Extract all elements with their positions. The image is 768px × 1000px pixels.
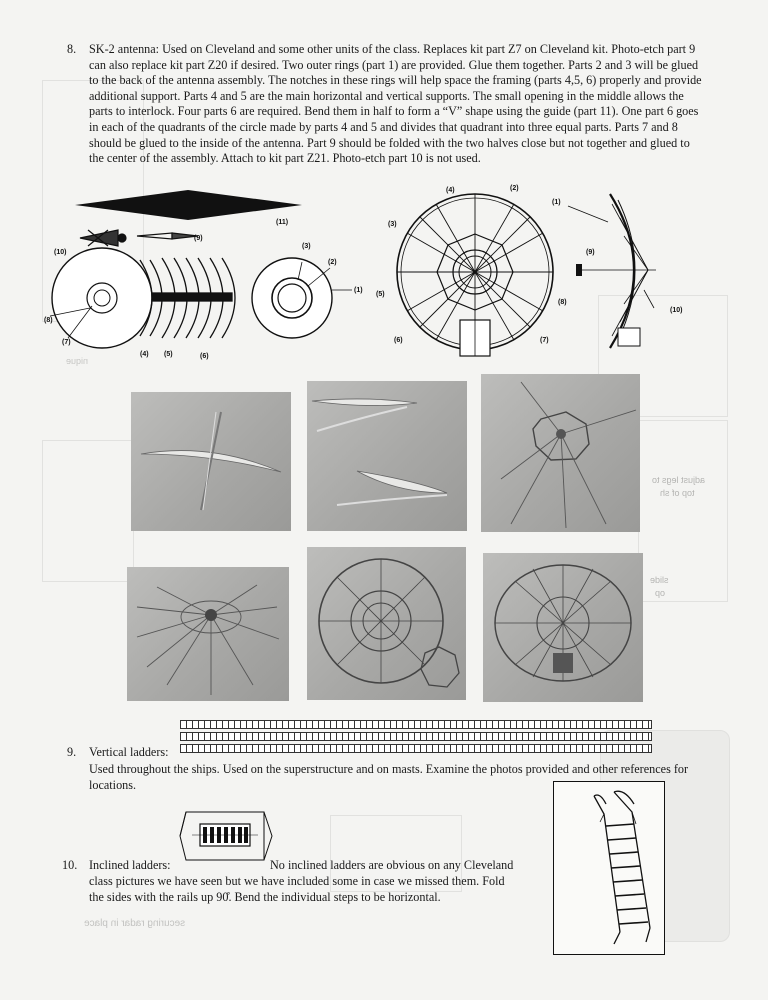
part-label: (9) (194, 235, 203, 242)
text-line: Used throughout the ships. Used on the superstructure and on masts. Examine the photos provided and other references for (89, 762, 689, 776)
part-label: (8) (44, 317, 53, 324)
inclined-ladder-illustration (553, 781, 665, 955)
text-line: to the back of the antenna assembly. The notches in these rings will help space the framing (parts 4,5, 6) properly and provide (89, 73, 702, 88)
part-9-piece (137, 233, 198, 239)
ring-part-1 (252, 258, 332, 338)
part-label: (11) (276, 219, 289, 226)
item-10-first-line: No inclined ladders are obvious on any Cleveland (270, 858, 514, 872)
ghost-text: nique (66, 356, 89, 366)
part-label: (1) (354, 287, 363, 294)
text-line: parts to interlock. Four parts 6 are required. Bend them in half to form a “V” shape using the guide (part 11). One part 6 goes (89, 104, 699, 119)
part-label: (6) (394, 337, 403, 344)
part-label: (4) (140, 351, 149, 358)
photo-content (307, 381, 467, 531)
photo-content (127, 567, 289, 701)
vertical-ladder-part (180, 744, 652, 753)
ghost-text: adjust legs to (652, 475, 706, 485)
text-line: the sides with the rails up 90̊. Bend the individual steps to be horizontal. (89, 889, 441, 904)
assembly-photo-6 (483, 553, 643, 702)
part-label: (4) (446, 187, 455, 194)
text-line: should be glued to the inside of the antenna. Part 9 should be folded with the two halves close but not together and glued to (89, 135, 690, 150)
ghost-text: slide (650, 575, 669, 585)
ladder-drawing (554, 782, 664, 954)
item-10-text (89, 874, 549, 905)
assembly-photo-3 (481, 374, 640, 532)
item-8-text (89, 42, 739, 167)
text-line: additional support. Parts 4 and 5 are the main horizontal and vertical supports. The small opening in the middle allows the (89, 88, 684, 103)
ghost-text: op (655, 588, 666, 598)
inclined-ladder-part (178, 806, 273, 866)
fold-guide-part (75, 190, 302, 220)
photo-etch-fret-diagram (40, 180, 370, 370)
part-label: (5) (164, 351, 173, 358)
antenna-side-view (548, 190, 698, 360)
antenna-front-view (372, 180, 577, 360)
item-number: 10. (62, 858, 78, 872)
part-label: (7) (62, 339, 71, 346)
assembly-photo-1 (131, 392, 291, 531)
part-label: (9) (586, 249, 595, 256)
assembly-photo-4 (127, 567, 289, 701)
part-label: (1) (552, 199, 561, 206)
text-line: the center of the assembly. Attach to kit part Z21. Photo-etch part 10 is not used. (89, 151, 481, 166)
item-9-title: Vertical ladders: (89, 745, 169, 759)
item-number: 8. (67, 42, 77, 56)
part-10-piece (80, 230, 126, 246)
item-number: 9. (67, 745, 77, 759)
text-line: in each of the quadrants of the circle made by parts 4 and 5 and divides that quadrant into three equal parts. Parts 7 and 8 (89, 119, 678, 134)
part-label: (10) (54, 249, 67, 256)
ghost-text: securing radar in place (84, 918, 186, 929)
assembly-photo-5 (307, 547, 466, 700)
part-label: (2) (328, 259, 337, 266)
part-label: (7) (540, 337, 549, 344)
ghost-box (42, 440, 134, 582)
vertical-ladder-part (180, 732, 652, 741)
photo-content (307, 547, 466, 700)
assembly-photo-2 (307, 381, 467, 531)
text-line: locations. (89, 777, 137, 792)
text-line: class pictures we have seen but we have included some in case we missed them. Fold (89, 874, 505, 888)
text-line: can also replace kit part Z20 if desired. Two outer rings (part 1) are provided. Glue them together. Parts 2 and 3 will be glued (89, 57, 699, 72)
ghost-text: top of sh (660, 488, 695, 498)
photo-content (483, 553, 643, 702)
part-label: (3) (388, 221, 397, 228)
part-label: (5) (376, 291, 385, 298)
part-label: (2) (510, 185, 519, 192)
photo-content (481, 374, 640, 532)
photo-content (131, 392, 291, 531)
part-label: (3) (302, 243, 311, 250)
text-line: SK-2 antenna: Used on Cleveland and some other units of the class. Replaces kit part Z7 on Cleveland kit. Photo-etch part 9 (89, 42, 696, 56)
ring-part-8 (52, 248, 152, 348)
part-label: (10) (670, 307, 683, 314)
vertical-ladder-part (180, 720, 652, 729)
part-label: (6) (200, 353, 209, 360)
part-label: (8) (558, 299, 567, 306)
v-frame-parts (140, 258, 235, 338)
item-10-title: Inclined ladders: (89, 858, 171, 872)
